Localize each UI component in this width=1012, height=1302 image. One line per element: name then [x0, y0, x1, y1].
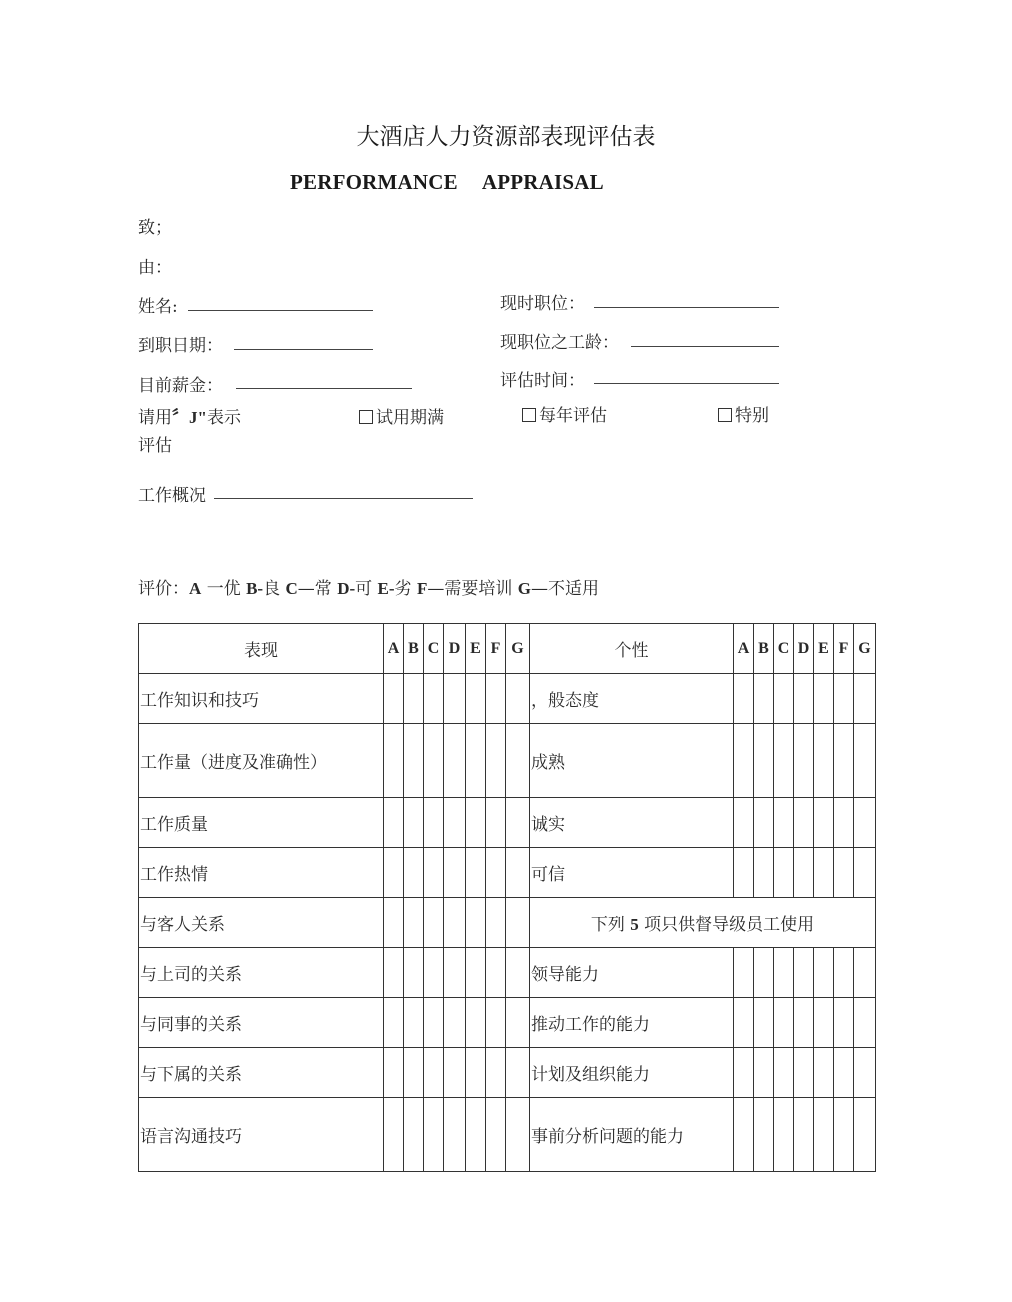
performance-grade-e-header: E: [466, 624, 486, 674]
personality-rating-cell-a[interactable]: [734, 674, 754, 724]
performance-rating-cell-c[interactable]: [424, 1048, 444, 1098]
personality-rating-cell-e[interactable]: [814, 1048, 834, 1098]
personality-grade-e-header: E: [814, 624, 834, 674]
performance-rating-cell-b[interactable]: [404, 848, 424, 898]
eval-time-field[interactable]: [594, 383, 779, 384]
personality-rating-cell-c[interactable]: [774, 998, 794, 1048]
performance-rating-cell-a[interactable]: [384, 998, 404, 1048]
performance-grade-a-header: A: [384, 624, 404, 674]
legend-c-text: —常: [297, 579, 332, 599]
performance-rating-cell-b[interactable]: [404, 898, 424, 948]
appraisal-table: [138, 623, 876, 1172]
probation-label: 试用期满: [376, 408, 444, 428]
table-header-row: [139, 624, 876, 674]
check-instruction-pre: 请用: [138, 408, 172, 428]
personality-rating-cell-d[interactable]: [794, 1098, 814, 1172]
special-option[interactable]: [718, 401, 769, 426]
personality-rating-cell-f[interactable]: [834, 1098, 854, 1172]
performance-rating-cell-e[interactable]: [466, 674, 486, 724]
personality-rating-cell-d[interactable]: [794, 674, 814, 724]
performance-rating-cell-a[interactable]: [384, 1098, 404, 1172]
personality-rating-cell-c[interactable]: [774, 1048, 794, 1098]
probation-checkbox[interactable]: [359, 410, 373, 424]
annual-option[interactable]: [522, 401, 607, 426]
from-label: 由：: [138, 258, 172, 278]
performance-rating-cell-c[interactable]: [424, 948, 444, 998]
performance-rating-cell-e[interactable]: [466, 998, 486, 1048]
personality-rating-cell-b[interactable]: [754, 998, 774, 1048]
join-date-field[interactable]: [234, 349, 373, 350]
performance-rating-cell-f[interactable]: [486, 674, 506, 724]
performance-rating-cell-d[interactable]: [444, 998, 466, 1048]
performance-rating-cell-d[interactable]: [444, 1098, 466, 1172]
performance-rating-cell-c[interactable]: [424, 898, 444, 948]
probation-option[interactable]: [359, 403, 444, 428]
personality-rating-cell-g[interactable]: [854, 798, 876, 848]
performance-rating-cell-c[interactable]: [424, 724, 444, 798]
personality-rating-cell-b[interactable]: [754, 674, 774, 724]
personality-rating-cell-c[interactable]: [774, 798, 794, 848]
check-mark-symbol: 〞J": [172, 408, 207, 427]
performance-rating-cell-f[interactable]: [486, 948, 506, 998]
to-label: 致；: [138, 218, 172, 238]
performance-rating-cell-a[interactable]: [384, 848, 404, 898]
performance-rating-cell-g[interactable]: [506, 724, 530, 798]
personality-rating-cell-b[interactable]: [754, 848, 774, 898]
page-subtitle: [290, 170, 604, 195]
performance-rating-cell-e[interactable]: [466, 948, 486, 998]
personality-rating-cell-e[interactable]: [814, 724, 834, 798]
legend-a-text: 一优: [206, 579, 241, 599]
personality-rating-cell-c[interactable]: [774, 674, 794, 724]
performance-rating-cell-f[interactable]: [486, 898, 506, 948]
performance-rating-cell-f[interactable]: [486, 724, 506, 798]
salary-label: 目前薪金：: [138, 376, 223, 396]
performance-rating-cell-c[interactable]: [424, 798, 444, 848]
performance-grade-d-header: D: [444, 624, 466, 674]
performance-rating-cell-f[interactable]: [486, 998, 506, 1048]
performance-item: 工作热情: [139, 848, 384, 898]
performance-rating-cell-a[interactable]: [384, 798, 404, 848]
performance-rating-cell-a[interactable]: [384, 674, 404, 724]
performance-rating-cell-g[interactable]: [506, 848, 530, 898]
personality-rating-cell-d[interactable]: [794, 724, 814, 798]
personality-rating-cell-e[interactable]: [814, 1098, 834, 1172]
table-row: [139, 898, 876, 948]
personality-rating-cell-a[interactable]: [734, 798, 754, 848]
personality-rating-cell-a[interactable]: [734, 1048, 754, 1098]
personality-rating-cell-f[interactable]: [834, 998, 854, 1048]
personality-rating-cell-f[interactable]: [834, 724, 854, 798]
name-field[interactable]: [188, 310, 373, 311]
work-overview-field[interactable]: [214, 498, 473, 499]
supervisor-note: [530, 898, 876, 948]
table-row: [139, 724, 876, 798]
personality-item: 领导能力: [530, 948, 734, 998]
legend-c: C: [285, 579, 298, 598]
legend-b-text: 良: [263, 579, 281, 599]
legend-d: D-: [337, 579, 356, 598]
personality-rating-cell-d[interactable]: [794, 848, 814, 898]
personality-rating-cell-a[interactable]: [734, 1098, 754, 1172]
performance-rating-cell-c[interactable]: [424, 998, 444, 1048]
personality-rating-cell-d[interactable]: [794, 948, 814, 998]
performance-item: 与下属的关系: [139, 1048, 384, 1098]
personality-item: 诚实: [530, 798, 734, 848]
personality-rating-cell-c[interactable]: [774, 848, 794, 898]
legend-f-text: —需要培训: [427, 579, 513, 599]
performance-grade-g-header: G: [506, 624, 530, 674]
legend-b: B-: [246, 579, 264, 598]
tenure-field[interactable]: [631, 346, 779, 347]
performance-rating-cell-b[interactable]: [404, 1048, 424, 1098]
performance-item: 与同事的关系: [139, 998, 384, 1048]
performance-item: 工作质量: [139, 798, 384, 848]
check-instruction: [138, 403, 241, 428]
personality-rating-cell-g[interactable]: [854, 998, 876, 1048]
legend-g: G: [517, 579, 531, 598]
salary-field[interactable]: [236, 388, 412, 389]
personality-rating-cell-g[interactable]: [854, 724, 876, 798]
personality-rating-cell-c[interactable]: [774, 724, 794, 798]
performance-rating-cell-d[interactable]: [444, 724, 466, 798]
performance-rating-cell-d[interactable]: [444, 674, 466, 724]
table-row: [139, 848, 876, 898]
subtitle-part1: PERFORMANCE: [290, 170, 458, 194]
special-label: 特别: [735, 406, 769, 426]
personality-rating-cell-b[interactable]: [754, 724, 774, 798]
performance-rating-cell-d[interactable]: [444, 1048, 466, 1098]
performance-rating-cell-g[interactable]: [506, 1048, 530, 1098]
personality-rating-cell-g[interactable]: [854, 948, 876, 998]
personality-rating-cell-g[interactable]: [854, 1048, 876, 1098]
personality-rating-cell-g[interactable]: [854, 848, 876, 898]
legend-a: A: [189, 579, 202, 598]
personality-rating-cell-f[interactable]: [834, 798, 854, 848]
performance-grade-c-header: C: [424, 624, 444, 674]
supervisor-note-count: 5: [630, 915, 639, 934]
join-date-label: 到职日期：: [138, 336, 223, 356]
personality-item: 事前分析问题的能力: [530, 1098, 734, 1172]
personality-grade-b-header: B: [754, 624, 774, 674]
performance-rating-cell-a[interactable]: [384, 898, 404, 948]
legend-f: F: [416, 579, 428, 598]
personality-grade-g-header: G: [854, 624, 876, 674]
personality-rating-cell-e[interactable]: [814, 848, 834, 898]
personality-item: 推动工作的能力: [530, 998, 734, 1048]
performance-header: 表现: [139, 624, 384, 674]
table-row: [139, 674, 876, 724]
personality-rating-cell-b[interactable]: [754, 1048, 774, 1098]
performance-rating-cell-e[interactable]: [466, 1048, 486, 1098]
performance-item: 工作知识和技巧: [139, 674, 384, 724]
personality-grade-c-header: C: [774, 624, 794, 674]
personality-rating-cell-b[interactable]: [754, 1098, 774, 1172]
personality-rating-cell-c[interactable]: [774, 948, 794, 998]
performance-rating-cell-f[interactable]: [486, 1048, 506, 1098]
annual-label: 每年评估: [539, 406, 607, 426]
personality-rating-cell-d[interactable]: [794, 1048, 814, 1098]
performance-rating-cell-a[interactable]: [384, 724, 404, 798]
personality-rating-cell-e[interactable]: [814, 998, 834, 1048]
personality-rating-cell-c[interactable]: [774, 1098, 794, 1172]
personality-grade-f-header: F: [834, 624, 854, 674]
special-checkbox[interactable]: [718, 408, 732, 422]
performance-item: 语言沟通技巧: [139, 1098, 384, 1172]
tenure-label: 现职位之工龄：: [500, 333, 619, 353]
page-title: 大酒店人力资源部表现评估表: [356, 124, 656, 150]
performance-rating-cell-g[interactable]: [506, 998, 530, 1048]
position-label: 现时职位：: [500, 294, 585, 314]
personality-rating-cell-e[interactable]: [814, 674, 834, 724]
check-instruction-post: 表示: [206, 408, 241, 428]
table-row: [139, 1048, 876, 1098]
performance-rating-cell-b[interactable]: [404, 724, 424, 798]
personality-rating-cell-g[interactable]: [854, 674, 876, 724]
performance-rating-cell-f[interactable]: [486, 798, 506, 848]
personality-rating-cell-f[interactable]: [834, 1048, 854, 1098]
personality-rating-cell-g[interactable]: [854, 1098, 876, 1172]
personality-rating-cell-f[interactable]: [834, 848, 854, 898]
legend-prefix: 评价：: [138, 579, 189, 599]
personality-rating-cell-a[interactable]: [734, 948, 754, 998]
supervisor-note-post: 项只供督导级员工使用: [644, 915, 815, 935]
performance-rating-cell-g[interactable]: [506, 1098, 530, 1172]
personality-rating-cell-e[interactable]: [814, 798, 834, 848]
personality-item: ，般态度: [530, 674, 734, 724]
table-row: [139, 998, 876, 1048]
performance-rating-cell-c[interactable]: [424, 848, 444, 898]
performance-rating-cell-d[interactable]: [444, 848, 466, 898]
performance-rating-cell-c[interactable]: [424, 674, 444, 724]
personality-rating-cell-d[interactable]: [794, 998, 814, 1048]
performance-rating-cell-e[interactable]: [466, 898, 486, 948]
personality-grade-a-header: A: [734, 624, 754, 674]
personality-rating-cell-d[interactable]: [794, 798, 814, 848]
performance-rating-cell-e[interactable]: [466, 724, 486, 798]
performance-rating-cell-d[interactable]: [444, 798, 466, 848]
performance-rating-cell-f[interactable]: [486, 848, 506, 898]
annual-checkbox[interactable]: [522, 408, 536, 422]
performance-rating-cell-g[interactable]: [506, 798, 530, 848]
performance-rating-cell-g[interactable]: [506, 898, 530, 948]
personality-grade-d-header: D: [794, 624, 814, 674]
performance-item: 工作量（进度及准确性）: [139, 724, 384, 798]
supervisor-note-pre: 下列: [590, 915, 625, 935]
performance-item: 与上司的关系: [139, 948, 384, 998]
performance-rating-cell-f[interactable]: [486, 1098, 506, 1172]
legend-g-text: —不适用: [530, 579, 599, 599]
personality-rating-cell-e[interactable]: [814, 948, 834, 998]
personality-rating-cell-a[interactable]: [734, 848, 754, 898]
performance-rating-cell-e[interactable]: [466, 1098, 486, 1172]
subtitle-part2: APPRAISAL: [481, 170, 604, 194]
personality-item: 成熟: [530, 724, 734, 798]
position-field[interactable]: [594, 307, 779, 308]
personality-item: 计划及组织能力: [530, 1048, 734, 1098]
performance-grade-b-header: B: [404, 624, 424, 674]
personality-rating-cell-b[interactable]: [754, 798, 774, 848]
performance-rating-cell-a[interactable]: [384, 948, 404, 998]
performance-rating-cell-c[interactable]: [424, 1098, 444, 1172]
performance-rating-cell-b[interactable]: [404, 998, 424, 1048]
name-label: 姓名:: [138, 297, 178, 317]
performance-item: 与客人关系: [139, 898, 384, 948]
personality-item: 可信: [530, 848, 734, 898]
table-row: [139, 798, 876, 848]
eval-time-label: 评估时间：: [500, 371, 585, 391]
legend-e-text: 劣: [394, 579, 412, 599]
performance-rating-cell-b[interactable]: [404, 674, 424, 724]
performance-rating-cell-b[interactable]: [404, 948, 424, 998]
performance-rating-cell-e[interactable]: [466, 798, 486, 848]
personality-rating-cell-f[interactable]: [834, 674, 854, 724]
legend-d-text: 可: [355, 579, 373, 599]
performance-rating-cell-b[interactable]: [404, 798, 424, 848]
personality-rating-cell-a[interactable]: [734, 724, 754, 798]
check-instruction-cont: 评估: [138, 436, 172, 456]
personality-header: 个性: [530, 624, 734, 674]
performance-rating-cell-g[interactable]: [506, 674, 530, 724]
legend-e: E-: [377, 579, 395, 598]
performance-rating-cell-a[interactable]: [384, 1048, 404, 1098]
performance-grade-f-header: F: [486, 624, 506, 674]
personality-rating-cell-b[interactable]: [754, 948, 774, 998]
performance-rating-cell-d[interactable]: [444, 948, 466, 998]
performance-rating-cell-e[interactable]: [466, 848, 486, 898]
rating-legend: [138, 574, 599, 599]
performance-rating-cell-g[interactable]: [506, 948, 530, 998]
work-overview-label: 工作概况: [138, 486, 206, 506]
table-row: [139, 1098, 876, 1172]
performance-rating-cell-b[interactable]: [404, 1098, 424, 1172]
table-row: [139, 948, 876, 998]
performance-rating-cell-d[interactable]: [444, 898, 466, 948]
personality-rating-cell-f[interactable]: [834, 948, 854, 998]
personality-rating-cell-a[interactable]: [734, 998, 754, 1048]
